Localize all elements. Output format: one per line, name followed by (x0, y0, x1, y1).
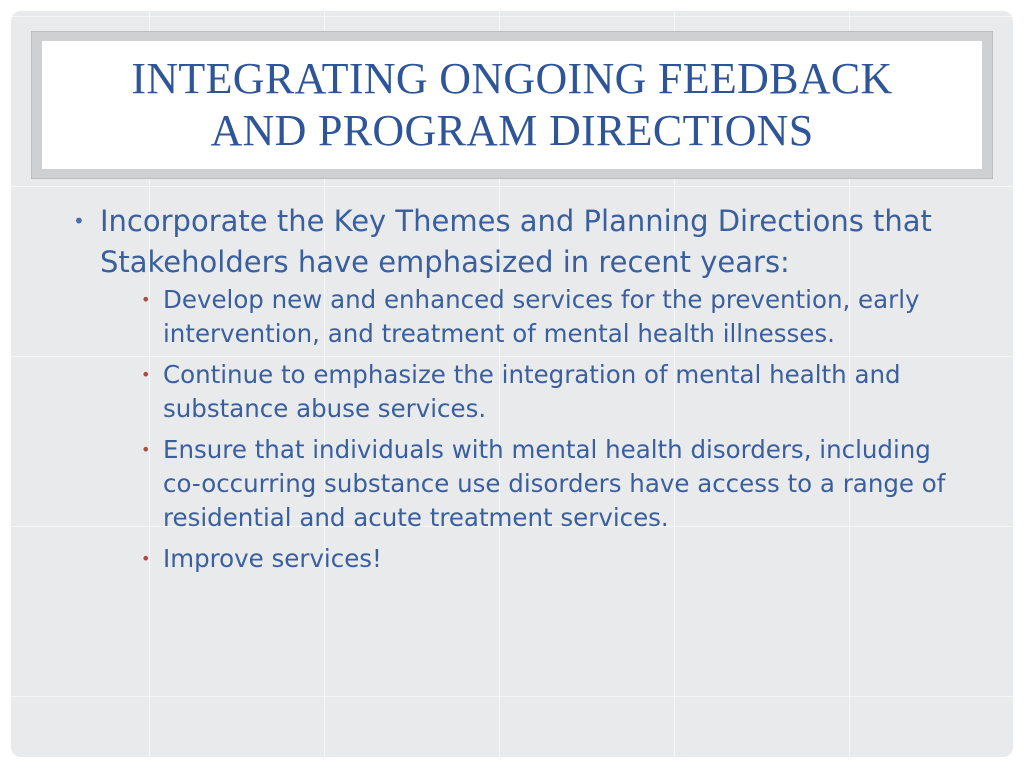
sub-bullet-text: Develop new and enhanced services for the prevention, early intervention, and treatment of mental health illnesses. (163, 285, 920, 348)
sub-bullet-icon: • (141, 290, 151, 309)
sub-bullet-icon: • (141, 440, 151, 459)
title-box (42, 41, 982, 169)
sub-bullet-icon: • (141, 549, 151, 568)
sub-bullet-text: Continue to emphasize the integration of mental health and substance abuse services. (163, 360, 901, 423)
sub-bullet-item (100, 358, 971, 426)
slide-title (131, 53, 892, 157)
main-bullet-item (71, 201, 971, 576)
slide-title-line-2: AND PROGRAM DIRECTIONS (210, 106, 814, 155)
sub-bullet-item (100, 542, 971, 576)
slide-title-line-1: INTEGRATING ONGOING FEEDBACK (131, 54, 893, 103)
bullet-list (71, 201, 971, 576)
title-frame (31, 31, 993, 179)
main-bullet-text: Incorporate the Key Themes and Planning Directions that Stakeholders have emphasized in recent years: (100, 204, 932, 279)
sub-bullet-text: Ensure that individuals with mental health disorders, including co-occurring substance use disorders have access to a range of residential and acute treatment services. (163, 435, 946, 532)
main-bullet-icon: • (73, 209, 85, 233)
sub-bullet-item (100, 433, 971, 535)
slide-body (71, 201, 971, 583)
slide (11, 11, 1013, 757)
sub-bullet-text: Improve services! (163, 544, 382, 573)
sub-bullet-list (100, 283, 971, 576)
sub-bullet-item (100, 283, 971, 351)
sub-bullet-icon: • (141, 365, 151, 384)
